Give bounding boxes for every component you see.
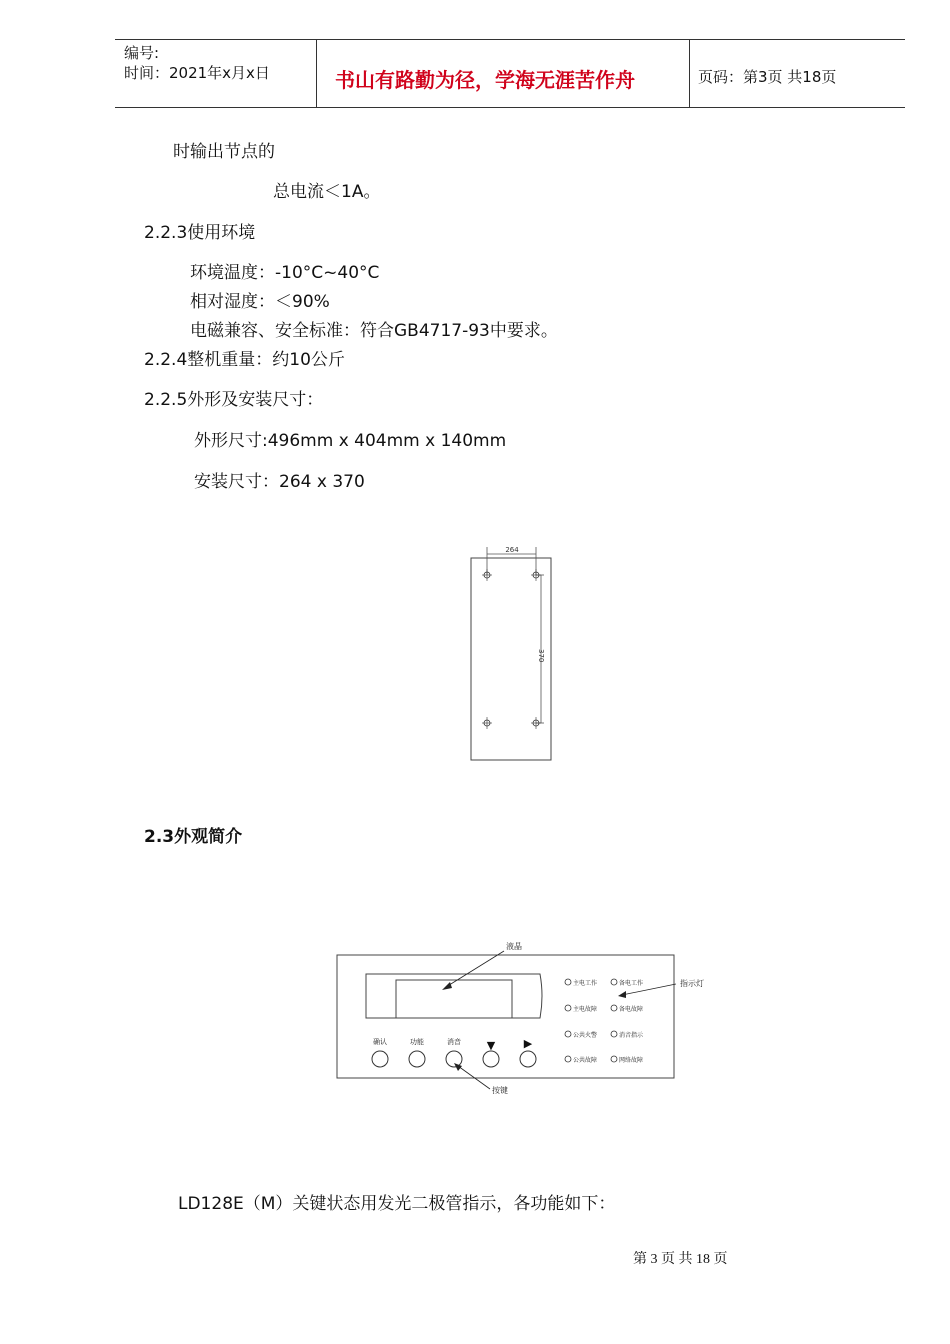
- led-backup-power-work: [611, 979, 617, 985]
- silence-button[interactable]: [446, 1037, 462, 1067]
- env-temperature: 环境温度：-10°C~40°C: [190, 263, 380, 283]
- led-label: 备电故障: [619, 1006, 644, 1013]
- section-2-3-title: 2.3外观简介: [144, 827, 243, 847]
- button-row: [372, 1037, 536, 1067]
- section-2-2-4-title: 2.2.4整机重量：约10公斤: [144, 350, 345, 370]
- width-dimension-label: 264: [505, 546, 519, 554]
- led-label: 公共故障: [573, 1057, 598, 1064]
- lcd-screen: [396, 980, 512, 1018]
- mount-dimensions: 安装尺寸：264 x 370: [194, 472, 365, 492]
- function-button[interactable]: [409, 1037, 425, 1067]
- height-dimension-label: 370: [537, 649, 545, 663]
- text-line-1: 时输出节点的: [173, 142, 275, 162]
- lcd-pointer: [446, 951, 504, 987]
- led-intro-text: LD128E（M）关键状态用发光二极管指示，各功能如下：: [178, 1194, 616, 1214]
- led-label: 公共火警: [573, 1032, 598, 1039]
- right-arrow-icon: ▶: [523, 1037, 533, 1050]
- led-silence-indicator: [611, 1031, 617, 1037]
- led-row-3: [565, 1031, 644, 1039]
- led-label: 网络故障: [619, 1057, 644, 1064]
- mount-hole-bottom-left: [482, 717, 492, 729]
- led-row-1: [565, 979, 643, 987]
- text-line-2: 总电流＜1A。: [273, 182, 381, 202]
- serial-label: 编号:: [124, 44, 160, 62]
- env-emc: 电磁兼容、安全标准：符合GB4717-93中要求。: [190, 321, 558, 341]
- page-code: 页码：第3页 共18页: [698, 68, 837, 86]
- section-2-2-5-title: 2.2.5外形及安装尺寸：: [144, 390, 324, 410]
- section-2-2-3-title: 2.2.3使用环境: [144, 223, 256, 243]
- confirm-button[interactable]: [372, 1037, 388, 1067]
- panel-diagram: [330, 938, 720, 1098]
- led-common-fault: [565, 1056, 571, 1062]
- silence-button-label: 消音: [447, 1038, 461, 1046]
- right-button[interactable]: [520, 1037, 536, 1067]
- down-arrow-icon: ▼: [486, 1039, 496, 1052]
- led-network-fault: [611, 1056, 617, 1062]
- led-label: 消音指示: [619, 1032, 644, 1039]
- motto: 书山有路勤为径，学海无涯苦作舟: [335, 68, 635, 92]
- lcd-bezel: [366, 974, 542, 1018]
- led-common-fire-alarm: [565, 1031, 571, 1037]
- function-button-label: 功能: [410, 1038, 424, 1046]
- mount-hole-bottom-right: [531, 717, 541, 729]
- led-main-power-fault: [565, 1005, 571, 1011]
- led-label: 备电工作: [619, 980, 644, 987]
- mount-hole-top-right: [531, 569, 541, 581]
- led-main-power-work: [565, 979, 571, 985]
- header-divider-right: [689, 39, 690, 108]
- keys-label: 按键: [492, 1086, 508, 1095]
- outer-dimensions: 外形尺寸:496mm x 404mm x 140mm: [194, 431, 507, 451]
- led-row-2: [565, 1005, 643, 1013]
- led-row-4: [565, 1056, 643, 1064]
- led-label: 主电工作: [573, 980, 598, 987]
- time-label: 时间：2021年x月x日: [124, 64, 270, 82]
- env-humidity: 相对湿度：＜90%: [190, 292, 330, 312]
- header-top-rule: [115, 39, 905, 40]
- header-bottom-rule: [115, 107, 905, 108]
- lcd-label: 液晶: [506, 942, 522, 951]
- down-button[interactable]: [483, 1039, 499, 1067]
- led-backup-power-fault: [611, 1005, 617, 1011]
- mount-hole-top-left: [482, 569, 492, 581]
- led-label: 主电故障: [573, 1006, 598, 1013]
- page-footer: 第 3 页 共 18 页: [633, 1252, 728, 1267]
- indicator-label: 指示灯: [680, 979, 704, 988]
- mounting-diagram: [466, 545, 556, 765]
- confirm-button-label: 确认: [373, 1038, 387, 1046]
- header-divider-left: [316, 39, 317, 108]
